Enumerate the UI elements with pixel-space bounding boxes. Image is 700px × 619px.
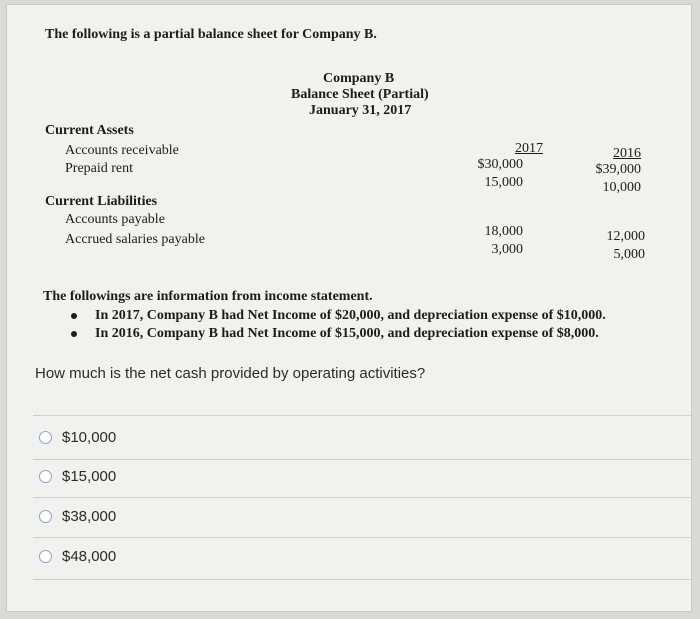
current-assets-heading: Current Assets	[45, 123, 134, 138]
prepaid-rent-2016: 10,000	[602, 180, 641, 195]
bullet-item	[71, 325, 606, 343]
bullet-text: In 2017, Company B had Net Income of $20,000, and depreciation expense of $10,000.	[95, 308, 606, 323]
accrued-salaries-2016: 5,000	[613, 247, 645, 262]
intro-text: The following is a partial balance sheet for Company B.	[45, 27, 377, 42]
option-label: $15,000	[62, 468, 117, 485]
company-name: Company B	[323, 71, 395, 86]
current-liabilities-heading: Current Liabilities	[45, 194, 158, 209]
radio-button[interactable]	[39, 431, 52, 444]
option-10000[interactable]	[39, 429, 116, 446]
statement-date: January 31, 2017	[309, 103, 412, 118]
prepaid-rent-2017: 15,000	[484, 175, 523, 190]
option-38000[interactable]	[39, 508, 116, 525]
accounts-payable-2016: 12,000	[606, 229, 645, 244]
statement-title: Balance Sheet (Partial)	[291, 87, 429, 102]
accrued-salaries-label: Accrued salaries payable	[65, 232, 205, 247]
column-header-2016: 2016	[613, 146, 641, 161]
income-statement-info	[43, 289, 606, 343]
divider	[33, 497, 693, 498]
bullet-icon	[71, 313, 77, 319]
divider	[33, 459, 693, 460]
radio-button[interactable]	[39, 550, 52, 563]
bullet-item	[71, 307, 606, 325]
accrued-salaries-2017: 3,000	[491, 242, 523, 257]
question-text: How much is the net cash provided by operating activities?	[35, 365, 426, 382]
prepaid-rent-label: Prepaid rent	[65, 161, 134, 176]
radio-button[interactable]	[39, 470, 52, 483]
question-card	[6, 4, 692, 612]
option-15000[interactable]	[39, 468, 116, 485]
info-lead: The followings are information from income statement.	[43, 289, 373, 304]
accounts-payable-label: Accounts payable	[65, 212, 165, 227]
radio-button[interactable]	[39, 510, 52, 523]
accounts-payable-2017: 18,000	[484, 224, 523, 239]
column-header-2017: 2017	[515, 141, 543, 156]
divider	[33, 579, 693, 580]
accounts-receivable-label: Accounts receivable	[65, 143, 179, 158]
option-label: $38,000	[62, 508, 117, 525]
bullet-icon	[71, 331, 77, 337]
option-48000[interactable]	[39, 548, 116, 565]
accounts-receivable-2016: $39,000	[595, 162, 641, 177]
accounts-receivable-2017: $30,000	[477, 157, 523, 172]
option-label: $48,000	[62, 548, 117, 565]
divider	[33, 537, 693, 538]
divider	[33, 415, 693, 416]
bullet-text: In 2016, Company B had Net Income of $15,000, and depreciation expense of $8,000.	[95, 326, 599, 341]
option-label: $10,000	[62, 429, 117, 446]
